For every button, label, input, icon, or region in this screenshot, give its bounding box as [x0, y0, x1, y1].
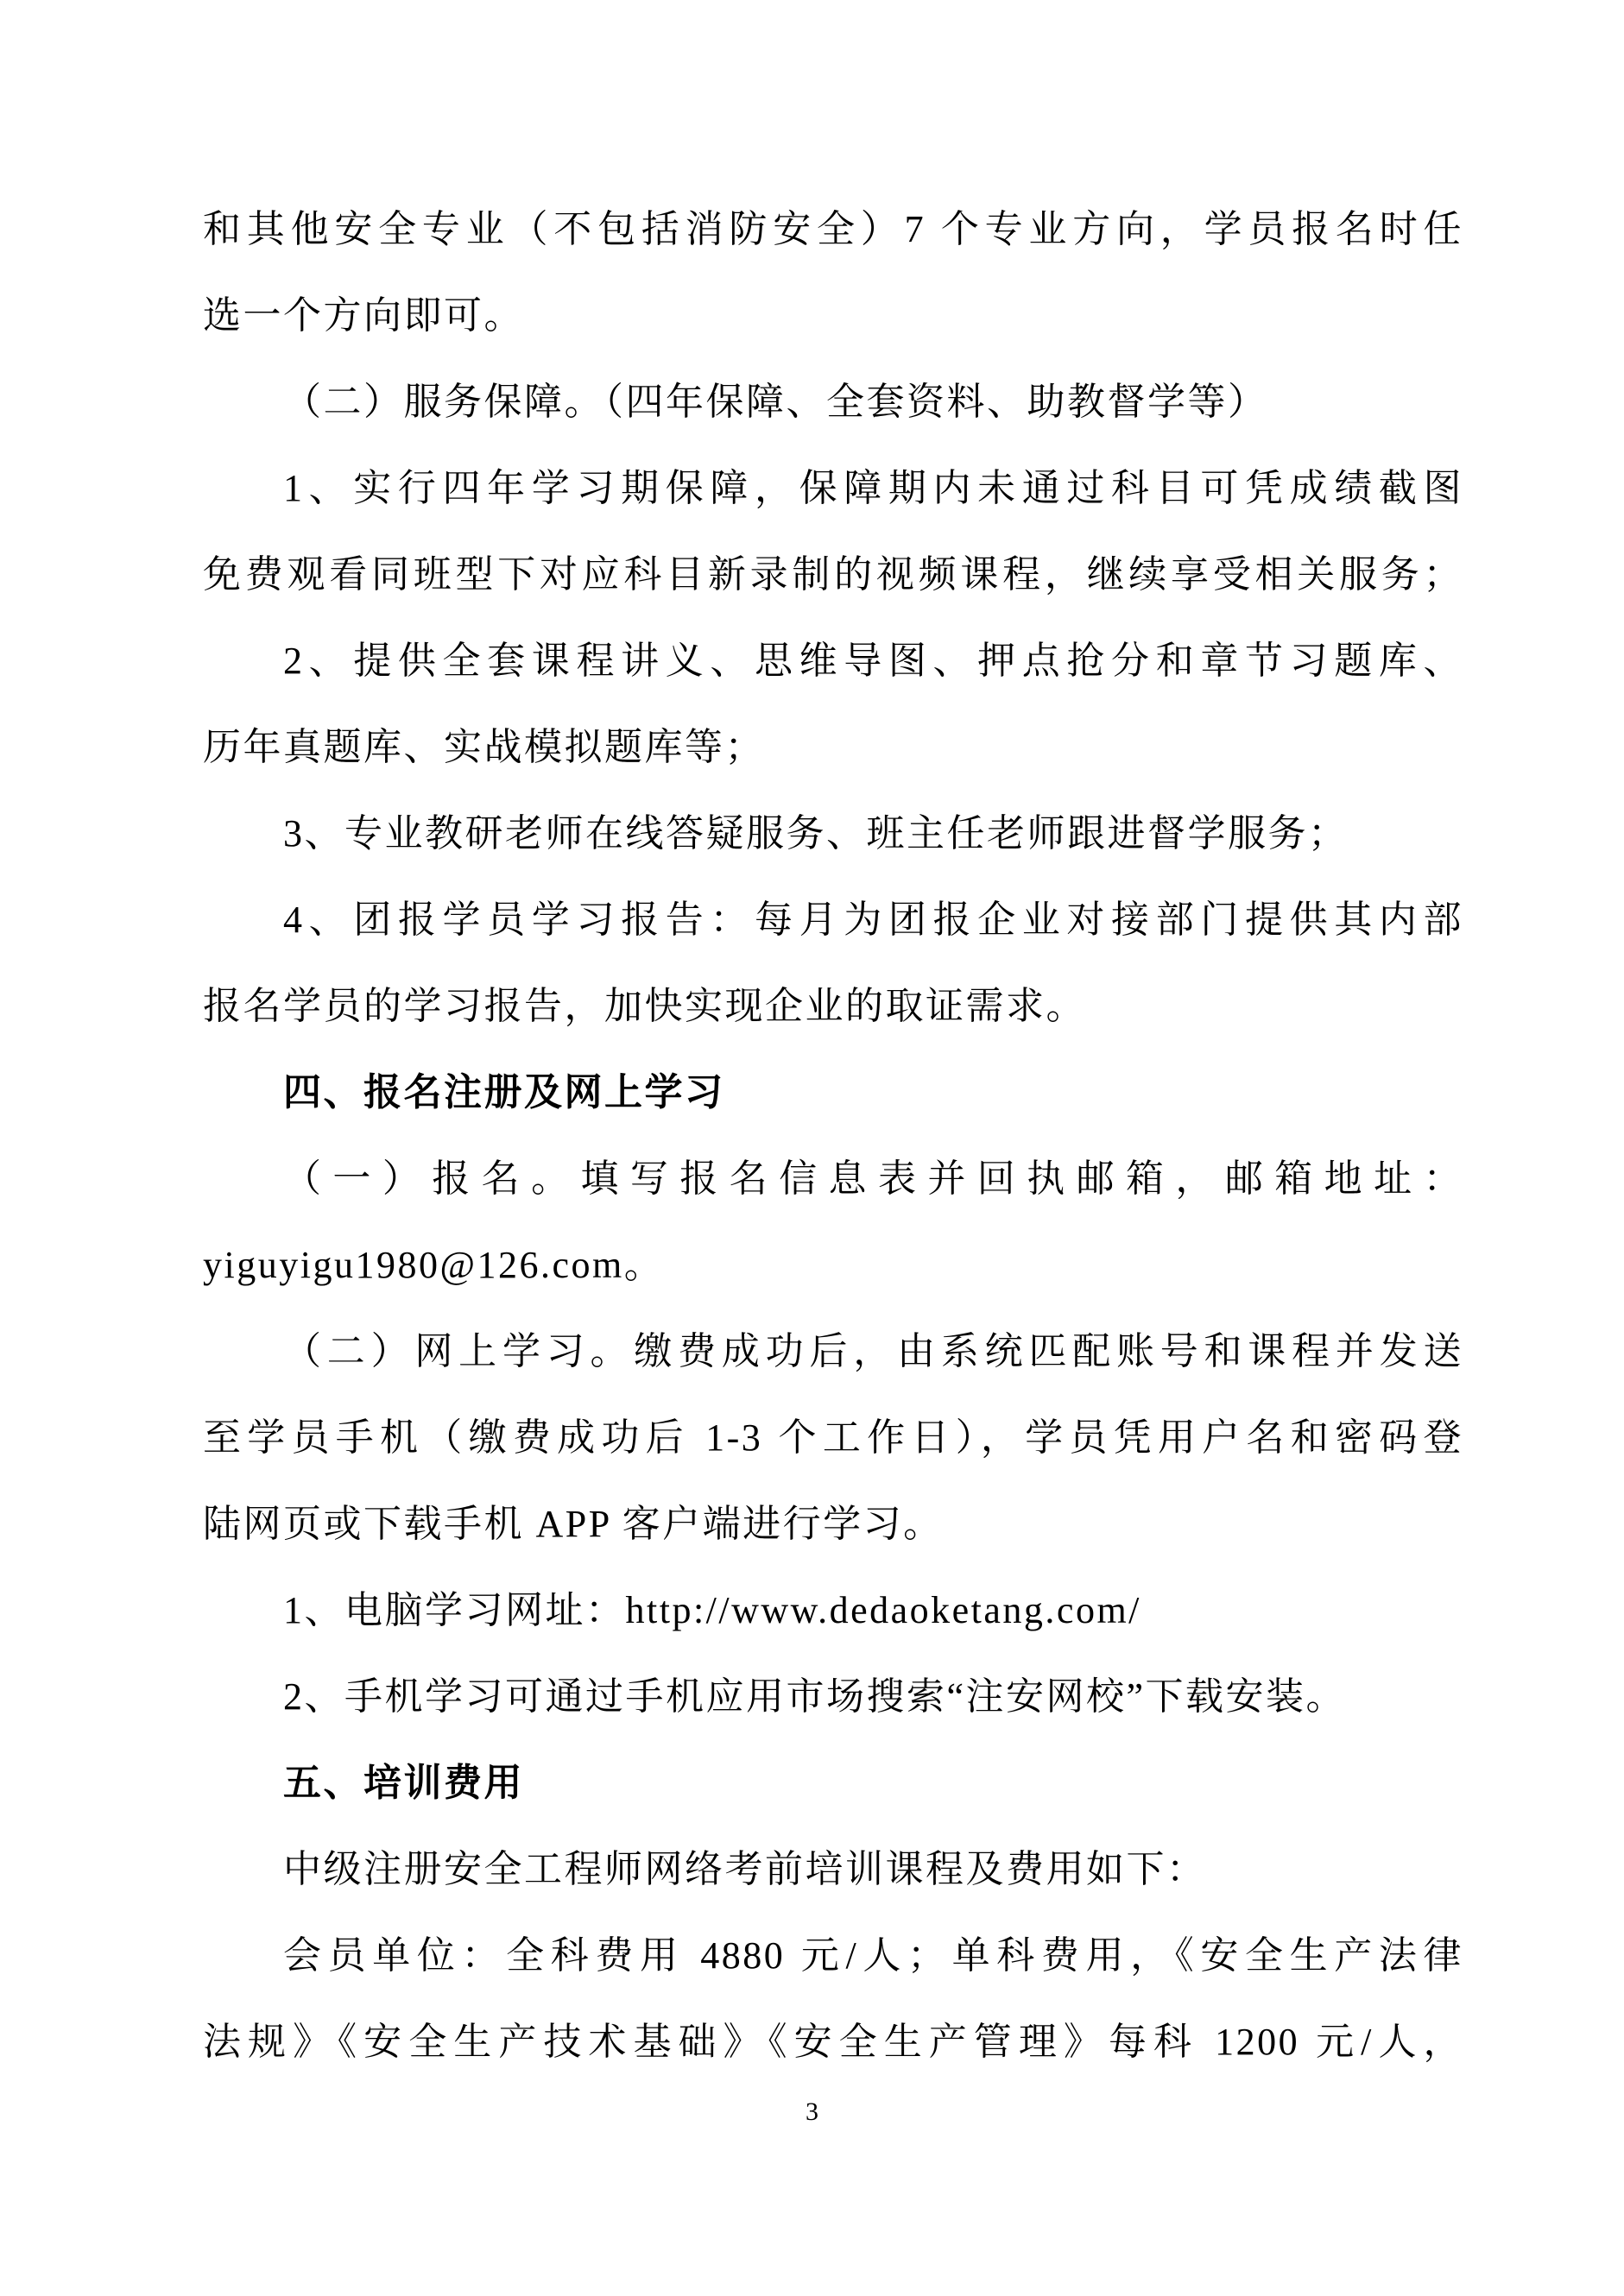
- document-line: 4、团报学员学习报告：每月为团报企业对接部门提供其内部: [283, 899, 1463, 941]
- document-line: 1、实行四年学习期保障，保障期内未通过科目可凭成绩截图: [283, 467, 1463, 509]
- document-line: 和其他安全专业（不包括消防安全）7 个专业方向，学员报名时任: [203, 208, 1463, 250]
- document-line: （二）网上学习。缴费成功后，由系统匹配账号和课程并发送: [283, 1330, 1463, 1372]
- document-line: 2、提供全套课程讲义、思维导图、押点抢分和章节习题库、: [283, 640, 1463, 682]
- document-line: 中级注册安全工程师网络考前培训课程及费用如下：: [283, 1848, 1207, 1890]
- document-line: （一）报名。填写报名信息表并回执邮箱，邮箱地址：: [283, 1157, 1463, 1200]
- document-line: 免费观看同班型下对应科目新录制的视频课程，继续享受相关服务；: [203, 553, 1463, 596]
- section-heading: 四、报名注册及网上学习: [283, 1071, 725, 1113]
- document-line: 历年真题库、实战模拟题库等；: [203, 726, 765, 768]
- document-content: [203, 186, 1463, 2085]
- document-line: 陆网页或下载手机 APP 客户端进行学习。: [203, 1503, 944, 1545]
- document-line: 3、专业教研老师在线答疑服务、班主任老师跟进督学服务；: [283, 812, 1349, 855]
- document-line: yiguyigu1980@126.com。: [203, 1244, 665, 1286]
- section-heading: 五、培训费用: [283, 1762, 524, 1804]
- document-line: 1、电脑学习网址：http://www.dedaoketang.com/: [283, 1589, 1141, 1631]
- document-line: 2、手机学习可通过手机应用市场搜索“注安网校”下载安装。: [283, 1675, 1347, 1718]
- document-line: 报名学员的学习报告，加快实现企业的取证需求。: [203, 985, 1086, 1027]
- document-line: 至学员手机（缴费成功后 1-3 个工作日），学员凭用户名和密码登: [203, 1416, 1463, 1459]
- page-number: 3: [806, 2097, 818, 2126]
- document-line: 会员单位：全科费用 4880 元/人；单科费用，《安全生产法律: [283, 1934, 1463, 1977]
- document-line: （二）服务保障。（四年保障、全套资料、助教督学等）: [283, 381, 1268, 423]
- document-line: 选一个方向即可。: [203, 294, 524, 337]
- document-line: 法规》《安全生产技术基础》《安全生产管理》每科 1200 元/人，: [203, 2021, 1463, 2063]
